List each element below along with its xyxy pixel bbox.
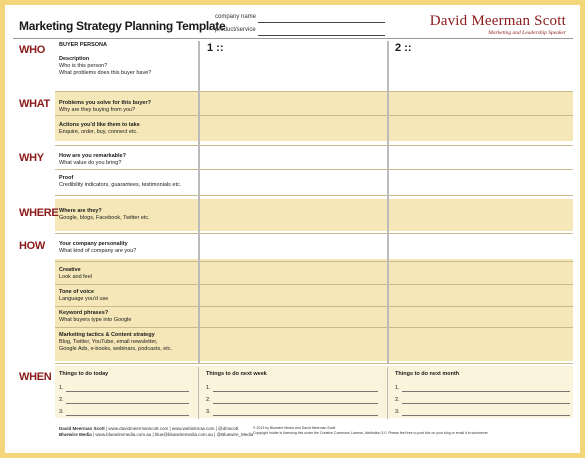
column-divider [198,367,199,419]
today-item-3-field[interactable] [66,415,189,416]
row-text: Credibility indicators, guarantees, testimonials etc. [59,182,182,188]
week-item-1-number: 1. [206,385,211,391]
row-description [59,56,151,77]
footer-license [253,426,575,436]
product-service-label: product/service [215,27,256,33]
row-text: What kind of company are you? [59,248,137,254]
footer-credits [59,426,253,438]
row-line [55,233,573,234]
today-item-2-number: 2. [59,397,64,403]
section-how: HOW [19,240,45,252]
section-who: WHO [19,44,45,56]
row-tactics [59,332,172,353]
when-today-header: Things to do today [59,371,109,377]
footer-company-links: | www.bluewiremedia.com.au | blue@bluewiremedia.com.au | @Bluewire_Media [91,432,254,437]
row-remarkable [59,153,126,167]
week-item-2-number: 2. [206,397,211,403]
week-item-3-field[interactable] [213,415,378,416]
today-item-2-field[interactable] [66,403,189,404]
company-name-label: company name [215,14,257,20]
today-item-3-number: 3. [59,409,64,415]
row-title: Tone of voice [59,289,95,295]
when-month-header: Things to do next month [395,371,460,377]
row-line [55,115,573,116]
footer-copyright: © 2013 by Bluewire Media and David Meerman Scott [253,426,336,430]
footer-company-name: Bluewire Media [59,432,92,437]
row-text: Blog, Twitter, YouTube, email newsletter, [59,339,158,345]
month-item-1-field[interactable] [402,391,570,392]
row-line [55,363,573,364]
row-proof [59,175,181,189]
row-text: Enquire, order, buy, connect etc. [59,129,138,135]
header-divider [13,38,573,39]
week-item-1-field[interactable] [213,391,378,392]
today-item-1-field[interactable] [66,391,189,392]
row-line [55,195,573,196]
row-line [55,261,573,262]
row-text: Look and feel [59,274,93,280]
footer-author-name: David Meerman Scott [59,426,105,431]
row-line [55,306,573,307]
section-where: WHERE [19,207,59,219]
row-title: Marketing tactics & Content strategy [59,332,155,338]
brand-logo [430,13,566,36]
row-creative [59,267,92,281]
row-personality [59,241,136,255]
buyer-persona-header: BUYER PERSONA [59,42,107,48]
footer-author-links: | www.davidmeermanscott.com | www.webinknow.com | @dmscott [104,426,239,431]
week-item-3-number: 3. [206,409,211,415]
row-text: What value do you bring? [59,160,122,166]
column-divider [387,41,389,363]
section-why: WHY [19,152,44,164]
row-line [55,327,573,328]
section-when: WHEN [19,371,52,383]
row-text: Google, blogs, Facebook, Twitter etc. [59,215,150,221]
row-title: Problems you solve for this buyer? [59,100,151,106]
template-page [5,5,580,453]
when-week-header: Things to do next week [206,371,267,377]
row-title: Where are they? [59,208,102,214]
footer-license-text: Copyright holder is licensing this under the Creative Commons License, Attribution 3.0. Please feel free to post this on your blog or email it to whomever [253,431,488,435]
persona-column-2[interactable]: 2 :: [395,42,412,54]
page-title: Marketing Strategy Planning Template [19,19,226,33]
row-actions [59,122,140,136]
band-when [55,366,573,418]
month-item-1-number: 1. [395,385,400,391]
week-item-2-field[interactable] [213,403,378,404]
row-title: Your company personality [59,241,128,247]
product-service-field[interactable] [258,35,385,36]
month-item-3-field[interactable] [402,415,570,416]
today-item-1-number: 1. [59,385,64,391]
row-line [55,284,573,285]
month-item-2-number: 2. [395,397,400,403]
brand-name: David Meerman Scott [429,13,566,29]
month-item-3-number: 3. [395,409,400,415]
row-text: Why are they buying from you? [59,107,136,113]
row-title: Keyword phrases? [59,310,109,316]
row-title: How are you remarkable? [59,153,126,159]
row-where [59,208,150,222]
row-keywords [59,310,131,324]
row-problems [59,100,151,114]
row-title: Actions you'd like them to take [59,122,140,128]
row-line [55,91,573,92]
month-item-2-field[interactable] [402,403,570,404]
company-name-field[interactable] [258,22,385,23]
row-text: Language you'd use [59,296,109,302]
persona-column-1[interactable]: 1 :: [207,42,224,54]
row-line [55,169,573,170]
row-tone [59,289,108,303]
section-what: WHAT [19,98,50,110]
row-title: Proof [59,175,74,181]
row-title: Creative [59,267,81,273]
row-text: Who is this person? [59,63,108,69]
row-title: Description [59,56,90,62]
column-divider [198,41,200,363]
brand-tagline: Marketing and Leadership Speaker [488,30,566,36]
column-divider [387,367,388,419]
row-text: What problems does this buyer have? [59,70,152,76]
row-text: Google Ads, e-books, webinars, podcasts, etc. [59,346,173,352]
row-line [55,145,573,146]
row-text: What buyers type into Google [59,317,132,323]
